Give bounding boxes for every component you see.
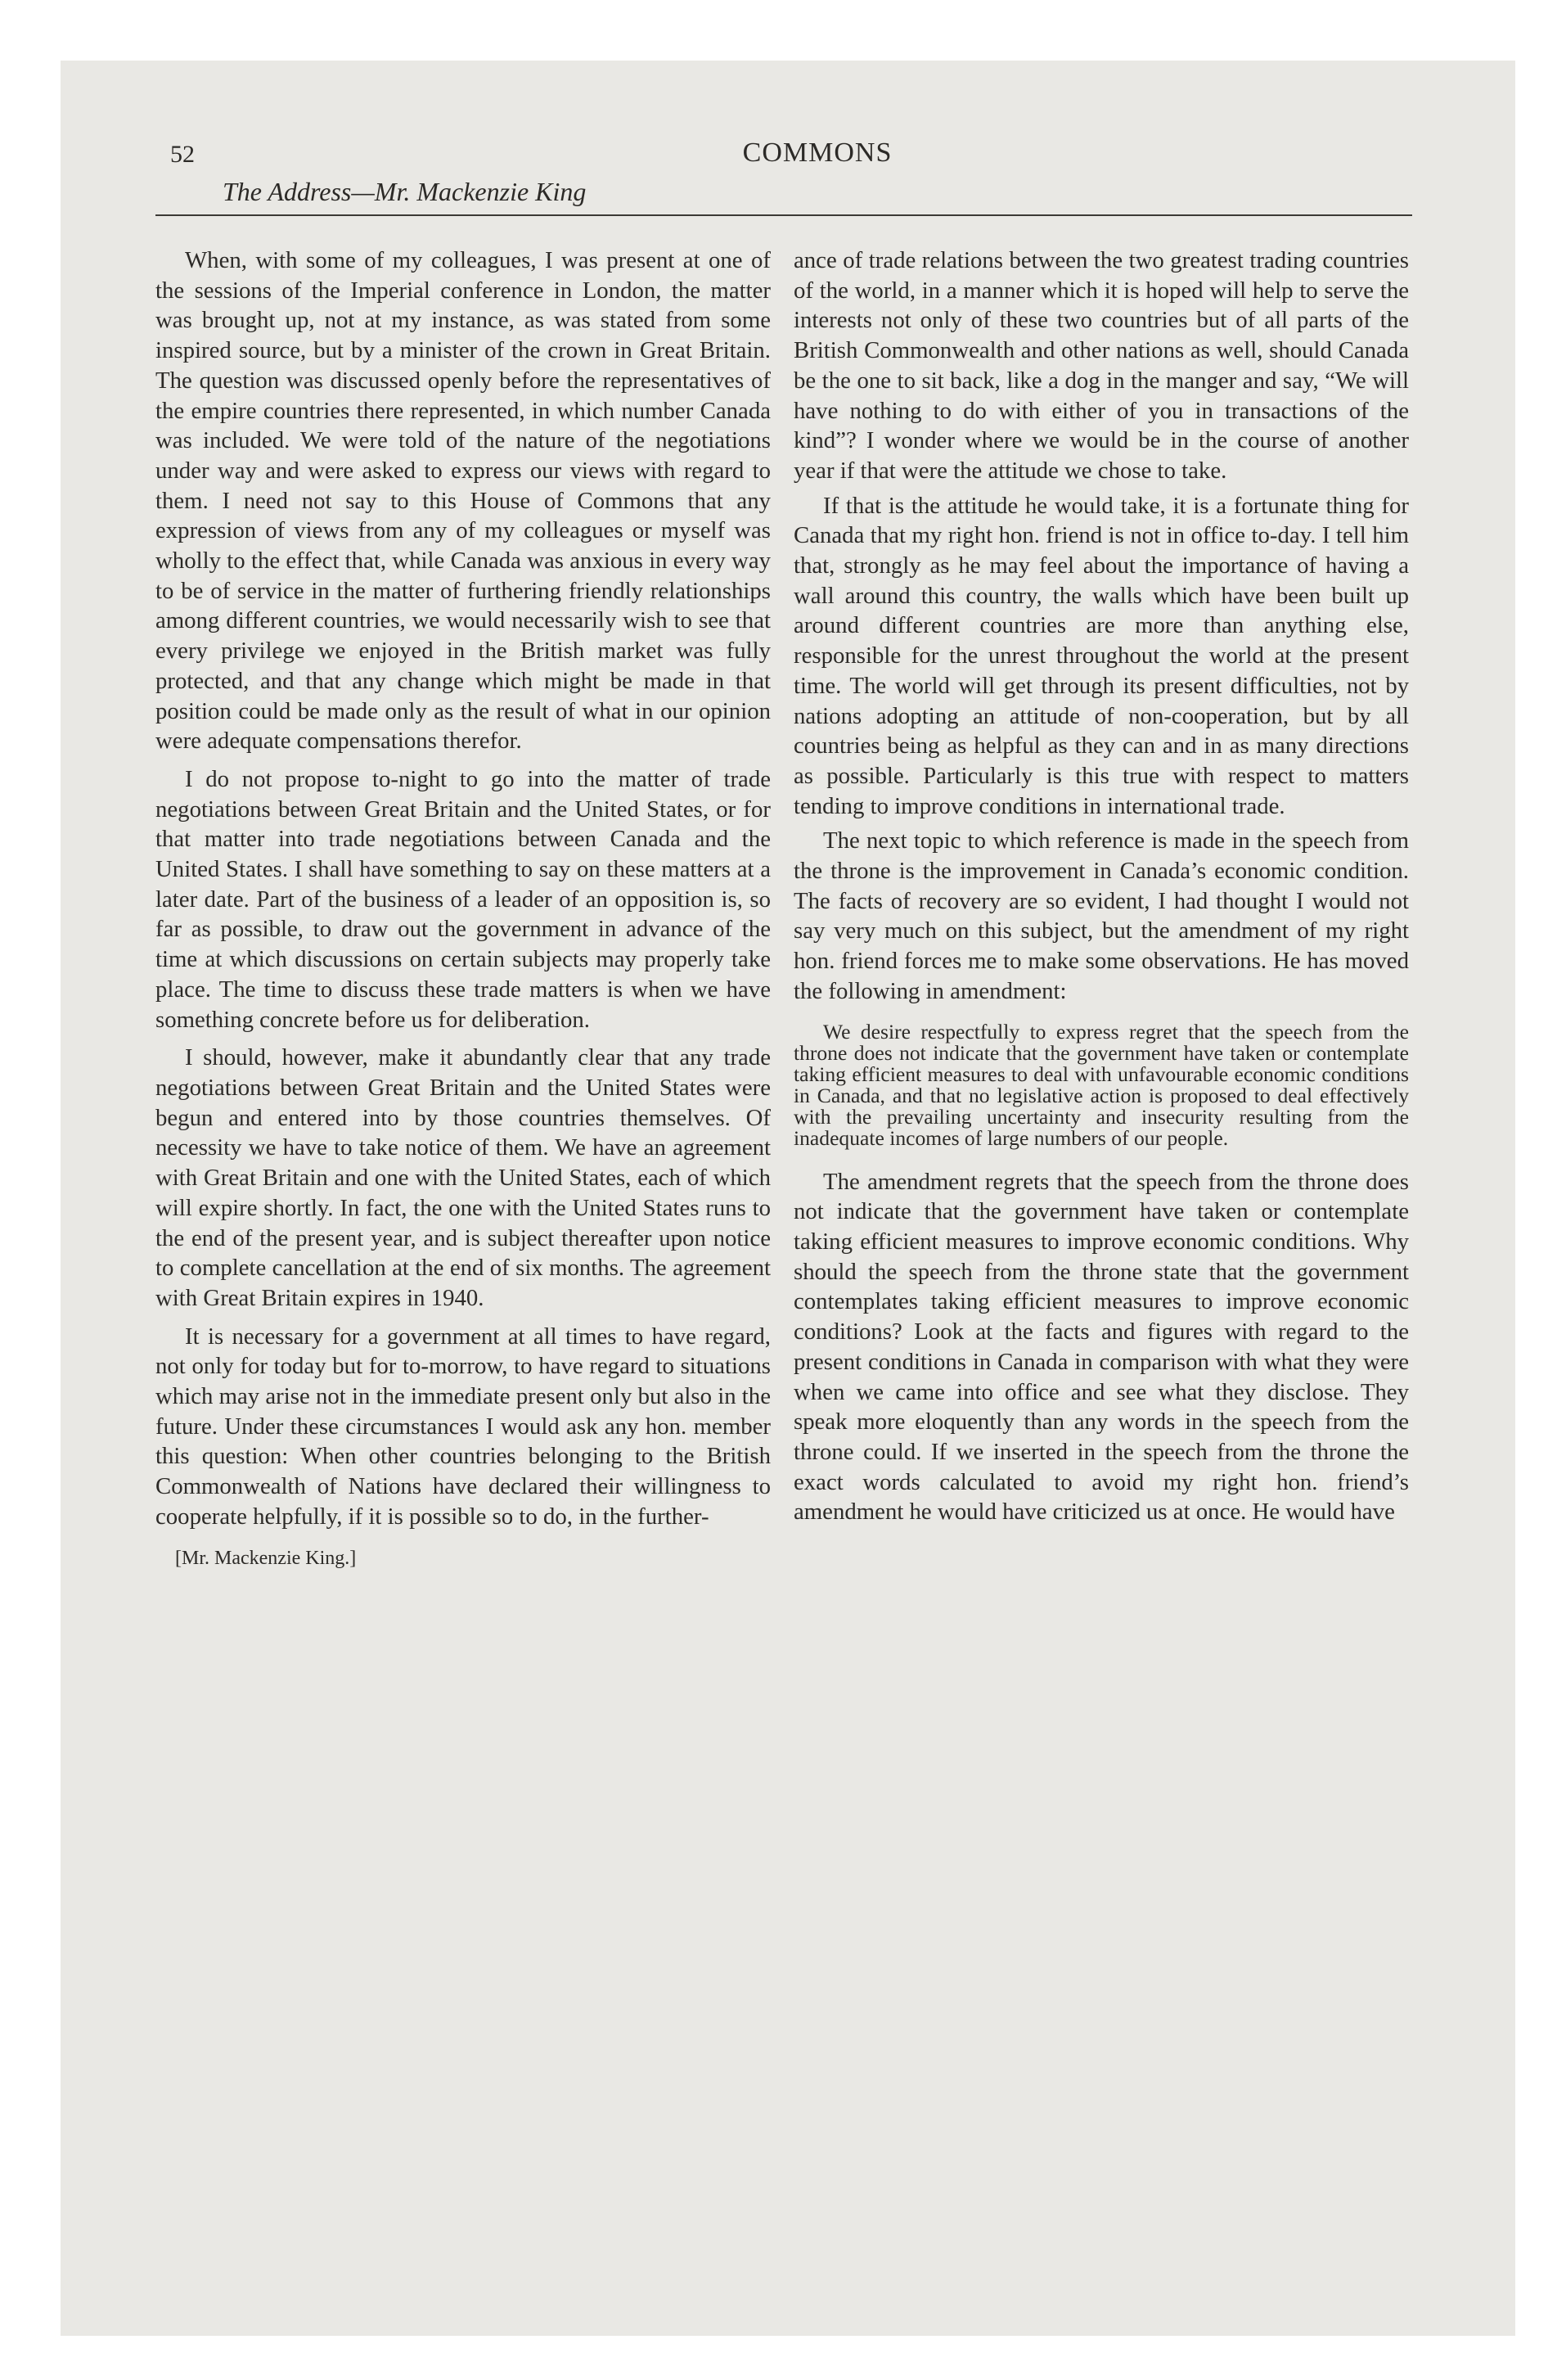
paragraph: The next topic to which reference is made in the speech from the throne is the improvement in Canada’s economic condition. The facts of recovery are so evident, I had thought I would not say very much on this subject, but the amendment of my right hon. friend forces me to make some observations. He has moved the following in amendment: — [794, 827, 1409, 1004]
running-subtitle: The Address—Mr. Mackenzie King — [223, 177, 587, 206]
speaker-tag: [Mr. Mackenzie King.] — [175, 1547, 357, 1569]
paragraph: When, with some of my colleagues, I was present at one of the sessions of the Imperial conference in London, the matter was brought up, not at my instance, as was stated from some inspired source, but by a minister of the crown in Great Britain. The question was discussed openly before the representatives of the empire countries there represented, in which number Canada was included. We were told of the nature of the negotiations under way and were asked to express our views with regard to them. I need not say to this House of Commons that any expression of views from any of my colleagues or myself was wholly to the effect that, while Canada was anxious in every way to be of service in the matter of furthering friendly relationships among different countries, we would necessarily wish to see that every privilege we enjoyed in the British market was fully protected, and that any change which might be made in that position could be made only as the result of what in our opinion were adequate compensations therefor. — [155, 247, 771, 755]
running-title: COMMONS — [742, 137, 893, 168]
paragraph: I should, however, make it abundantly clear that any trade negotiations between Great Britain and the United States were begun and entered into by those countries themselves. Of necessity we have to take notice of them. We have an agreement with Great Britain and one with the United States, each of which will expire shortly. In fact, the one with the United States runs to the end of the present year, and is subject thereafter upon notice to complete cancellation at the end of six months. The agreement with Great Britain expires in 1940. — [155, 1044, 771, 1311]
paragraph: If that is the attitude he would take, it is a fortunate thing for Canada that my right hon. friend is not in office to-day. I tell him that, strongly as he may feel about the importance of having a wall around this country, the walls which have been built up around different countries are more than anything else, responsible for the unrest throughout the world at the present time. The world will get through its present difficulties, not by nations adopting an attitude of non-cooperation, but by all countries being as helpful as they can and in as many directions as possible. Particularly is this true with respect to matters tending to improve conditions in international trade. — [794, 492, 1409, 819]
header-rule — [155, 214, 1412, 216]
paragraph: It is necessary for a government at all times to have regard, not only for today but for to-morrow, to have regard to situations which may arise not in the immediate present only but also in the future. Under these circumstances I would ask any hon. member this question: When other countries belonging to the British Commonwealth of Nations have declared their willingness to cooperate helpfully, if it is possible so to do, in the further- — [155, 1323, 771, 1530]
amendment-quote — [794, 1021, 1409, 1149]
paragraph: The amendment regrets that the speech from the throne does not indicate that the government have taken or contemplate taking efficient measures to improve economic conditions. Why should the speech from the throne state that the government contemplates taking efficient measures to improve economic conditions? Look at the facts and figures with regard to the present conditions in Canada in comparison with what they were when we came into office and see what they disclose. They speak more eloquently than any words in the speech from the throne could. If we inserted in the speech from the throne the exact words calculated to avoid my right hon. friend’s amendment he would have criticized us at once. He would have — [794, 1168, 1409, 1526]
quote-text: We desire respectfully to express regret that the speech from the throne does not indicate that the government have taken or contemplate taking efficient measures to deal with unfavourable economic conditions in Canada, and that no legislative action is proposed to deal effectively with the prevailing uncertainty and insecurity resulting from the inadequate incomes of large numbers of our people. — [794, 1019, 1409, 1150]
left-column — [155, 246, 771, 1573]
running-header — [111, 136, 1412, 210]
right-column — [794, 246, 1409, 1532]
paragraph: ance of trade relations between the two greatest trading countries of the world, in a manner which it is hoped will help to serve the interests not only of these two countries but of all parts of the British Commonwealth and other nations as well, should Canada be the one to sit back, like a dog in the manger and say, “We will have nothing to do with either of you in transactions of the kind”? I wonder where we would be in the course of another year if that were the attitude we chose to take. — [794, 247, 1409, 484]
page-number: 52 — [170, 141, 195, 168]
paragraph: I do not propose to-night to go into the matter of trade negotiations between Great Britain and the United States, or for that matter into trade negotiations between Canada and the United States. I shall have something to say on these matters at a later date. Part of the business of a leader of an opposition is, so far as possible, to draw out the government in advance of the time at which discussions on certain subjects may properly take place. The time to discuss these trade matters is when we have something concrete before us for deliberation. — [155, 765, 771, 1033]
